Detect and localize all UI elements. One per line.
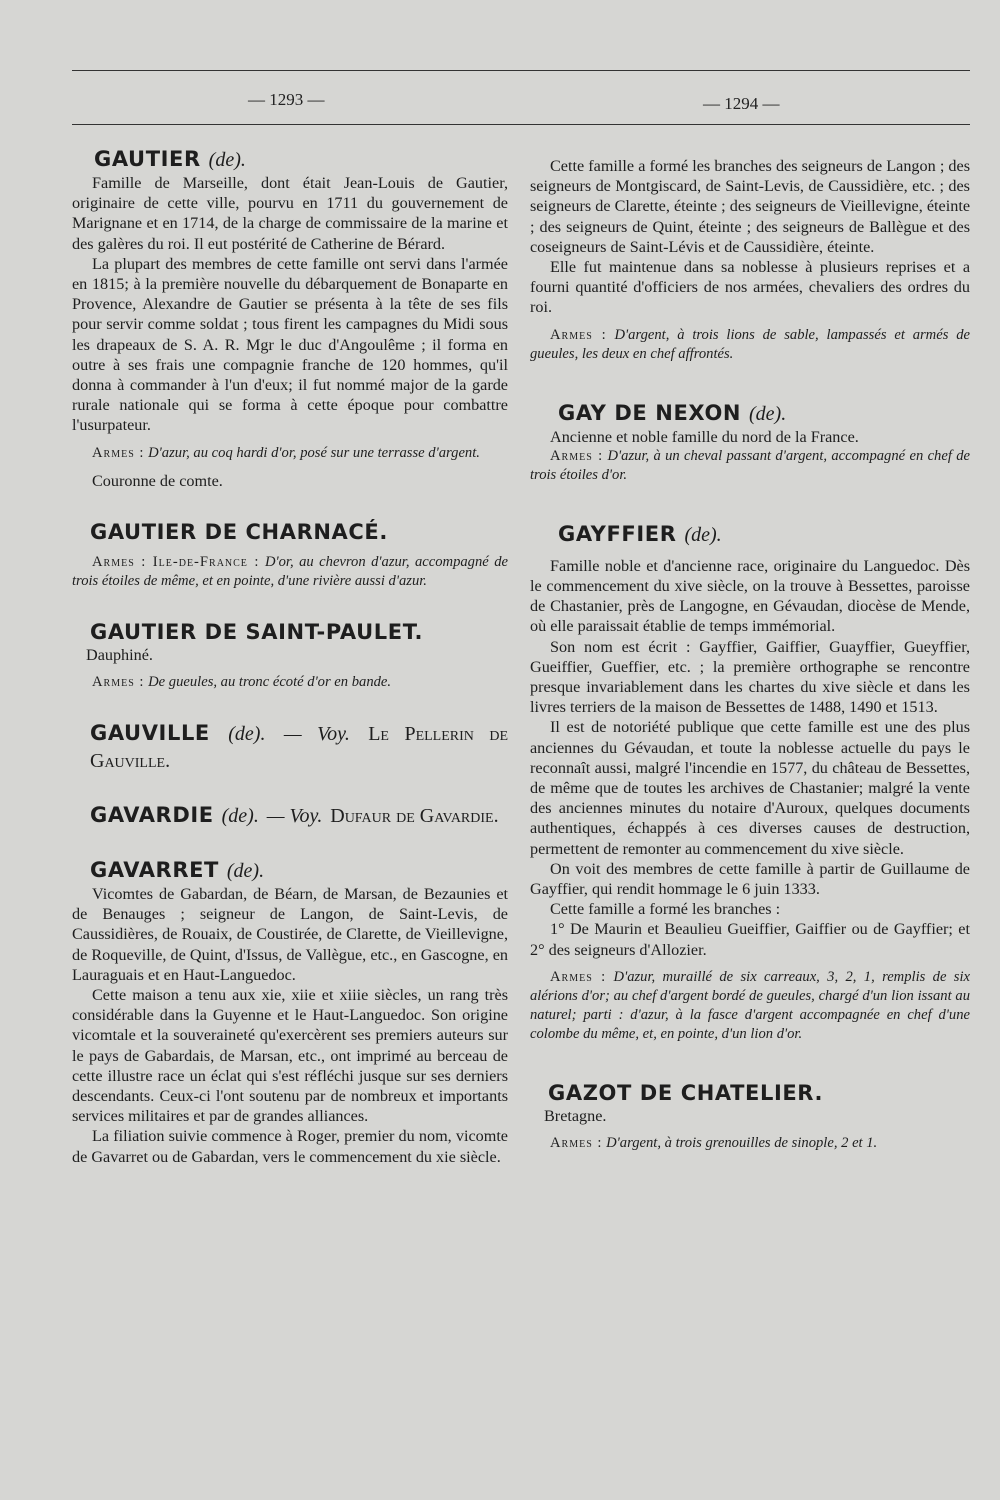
arms-text: De gueules, au tronc écoté d'or en bande. [148, 674, 392, 691]
arms-label: Armes : [550, 1135, 603, 1152]
entry-name: GAVARDIE [90, 803, 214, 828]
entry-heading [94, 146, 508, 173]
page-number-left: — 1293 — [248, 90, 325, 109]
arms-label: Armes : [550, 447, 604, 464]
arms-text: D'azur, à un cheval passant d'argent, accompagné en chef de trois étoiles d'or. [530, 447, 970, 483]
paragraph: 1° De Maurin et Beaulieu Gueiffier, Gaiffier ou de Gayffier; et 2° des seigneurs d'Allozier. [530, 920, 970, 959]
see-also-label: — Voy. [283, 723, 350, 746]
entry-heading [90, 802, 508, 829]
entry-gautier-de-saint-paulet [72, 619, 508, 692]
arms-label: Armes : [92, 674, 145, 691]
arms-text: D'argent, à trois grenouilles de sinople, 2 et 1. [606, 1135, 878, 1152]
paragraph: Vicomtes de Gabardan, de Béarn, de Marsan, de Bezaunies et de Benauges ; seigneur de Langon, de Saint-Levis, de Caussidières, de Rouaix, de Coustirée, de Clarette, de Vieillevigne, de Roqueville, de Quint, d'Issus, de Vallègue, etc., en Gascogne, en Lauraguais et en Haut-Languedoc. [72, 885, 508, 984]
entry-gautier [72, 146, 508, 491]
paragraph: Cette famille a formé les branches : [550, 900, 781, 919]
paragraph: Cette maison a tenu aux xie, xiie et xiiie siècles, un rang très considérable dans la Guyenne et le Haut-Languedoc. Son origine vicomtale et la souveraineté qu'exercèrent ses premiers auteurs sur le pays de Gabardais, de Marsan, etc., ont imprimé au berceau de cette illustre race un éclat qui s'est réfléchi jusque sur ses derniers descendants. Ceux-ci l'ont soutenu par de nombreux et importants services militaires et par de grandes alliances. [72, 986, 508, 1126]
entry-heading [90, 519, 508, 545]
entry-gavarret [72, 857, 508, 1167]
arms-line [530, 447, 970, 485]
crown-note: Couronne de comte. [92, 471, 223, 490]
entry-particle: (de). [226, 860, 265, 883]
paragraph: La plupart des membres de cette famille ont servi dans l'armée en 1815; à la première nouvelle du débarquement de Bonaparte en Provence, Alexandre de Gautier se présenta à la tête de ses fils pour servir comme soldat ; tous firent les campagnes du Midi sous les drapeaux de S. A. R. Mgr le duc d'Angoulême ; il forma en outre à ses frais une compagnie franche de 120 hommes, qu'il donna à commander à l'un d'eux; il fut nommé major de la garde rurale nationale qui se forma à cette époque pour combattre l'usurpateur. [72, 254, 508, 435]
entry-gayffier [530, 521, 970, 1044]
entry-particle: (de). [221, 805, 259, 828]
arms-label: Armes : Ile-de-France : [92, 553, 260, 570]
arms-line [72, 444, 508, 463]
header-rule [72, 124, 970, 125]
entry-name: GAUTIER DE CHARNACÉ. [90, 519, 388, 544]
entry-heading [90, 857, 508, 884]
entry-heading [90, 720, 508, 774]
arms-line [72, 673, 508, 692]
page-number-right: — 1294 — [703, 94, 780, 113]
see-also-label: — Voy. [266, 805, 323, 828]
entry-heading [558, 400, 970, 427]
entry-particle: (de). [684, 523, 722, 546]
entry-gavardie [72, 802, 508, 829]
entry-gazot-de-chatelier [530, 1080, 970, 1153]
paragraph: La filiation suivie commence à Roger, premier du nom, vicomte de Gavarret ou de Gabardan, vers le commencement du xie siècle. [72, 1127, 508, 1166]
entry-name: GAUTIER DE SAINT-PAULET. [90, 619, 424, 644]
entry-particle: (de). [749, 402, 787, 425]
entry-gautier-de-charnace [72, 519, 508, 591]
arms-line [530, 326, 970, 364]
entry-name: GAYFFIER [558, 521, 677, 546]
entry-particle: (de). [208, 149, 246, 171]
entry-name: GAVARRET [90, 858, 219, 883]
see-also-reference: Le Pellerin de Gauville. [90, 723, 508, 773]
top-rule [72, 70, 970, 71]
arms-text: D'azur, muraillé de six carreaux, 3, 2, 1, remplis de six alérions d'or; au chef d'argent bordé de gueules, chargé d'un lion issant au naturel; parti : d'azur, à la fasce d'argent accompagnée en chef d'une colombe du même, et, en pointe, d'un lion d'or. [530, 968, 970, 1042]
entry-gavarret-continued [530, 156, 970, 364]
entry-name: GAY DE NEXON [558, 400, 742, 425]
arms-line [530, 968, 970, 1044]
paragraph: Cette famille a formé les branches des seigneurs de Langon ; des seigneurs de Montgiscard, de Saint-Levis, de Caussidière, etc. ; des seigneurs de Clarette, éteinte ; des seigneurs de Vieillevigne, éteinte ; des seigneurs de Quint, éteinte ; des seigneurs de Ballègue et des coseigneurs de Saint-Lévis et de Caussidière, éteinte. [530, 157, 970, 256]
entry-gay-de-nexon [530, 400, 970, 485]
paragraph: Famille noble et d'ancienne race, originaire du Languedoc. Dès le commencement du xive siècle, on la trouve à Bessettes, paroisse de Chastanier, près de Langogne, en Gévaudan, diocèse de Mende, où elle paraissait établie de temps immémorial. [530, 556, 970, 636]
paragraph: On voit des membres de cette famille à partir de Guillaume de Gayffier, qui rendit hommage le 6 juin 1333. [530, 859, 970, 899]
entry-heading [558, 521, 970, 548]
arms-label: Armes : [92, 444, 145, 461]
entry-name: GAUVILLE [90, 721, 210, 746]
arms-label: Armes : [550, 326, 607, 343]
see-also-reference: Dufaur de Gavardie. [330, 805, 499, 828]
arms-line [530, 1134, 970, 1153]
arms-text: D'azur, au coq hardi d'or, posé sur une terrasse d'argent. [148, 444, 480, 461]
paragraph: Il est de notoriété publique que cette famille est une des plus anciennes du Gévaudan, et toute la noblesse actuelle du pays le reconnaît aussi, malgré l'incendie en 1577, du château de Bessettes, de même que de toutes les archives de Chastanier; malgré la vente des anciennes minutes du notaire d'Auroux, quelques documents authentiques, échappés à ces diverses causes de destruction, permettent de remonter au commencement du xive siècle. [530, 718, 970, 858]
entry-particle: (de). [228, 723, 266, 746]
entry-heading [90, 619, 508, 645]
entry-name: GAUTIER [94, 147, 201, 171]
arms-label: Armes : [550, 968, 607, 985]
paragraph: Son nom est écrit : Gayffier, Gaiffier, Guayffier, Gueyffier, Gueiffier, Gueffier, etc. ; la première orthographe se rencontre presque invariablement dans les chartes du xive siècle et dans les livres terriers de la maison de Bessettes de 1488, 1490 et 1513. [530, 637, 970, 717]
arms-text: D'or, au chevron d'azur, accompagné de trois étoiles de même, et en pointe, d'une rivière aussi d'azur. [72, 553, 509, 589]
arms-line [72, 553, 508, 591]
left-column [72, 146, 508, 1167]
region: Dauphiné. [86, 645, 153, 664]
entry-name: GAZOT DE CHATELIER. [548, 1080, 824, 1105]
entry-gauville [72, 720, 508, 774]
paragraph: Ancienne et noble famille du nord de la France. [550, 427, 859, 446]
paragraph: Famille de Marseille, dont était Jean-Louis de Gautier, originaire de cette ville, pourvu en 1711 du gouvernement de Marignane et en 1714, de la charge de commissaire de la marine et des galères du roi. Il eut postérité de Catherine de Bérard. [72, 174, 508, 253]
region: Bretagne. [544, 1106, 607, 1125]
right-column [530, 156, 970, 1153]
entry-heading [548, 1080, 970, 1106]
paragraph: Elle fut maintenue dans sa noblesse à plusieurs reprises et a fourni quantité d'officiers de nos armées, chevaliers des ordres du roi. [530, 258, 970, 317]
arms-text: D'argent, à trois lions de sable, lampassés et armés de gueules, les deux en chef affrontés. [530, 326, 970, 362]
